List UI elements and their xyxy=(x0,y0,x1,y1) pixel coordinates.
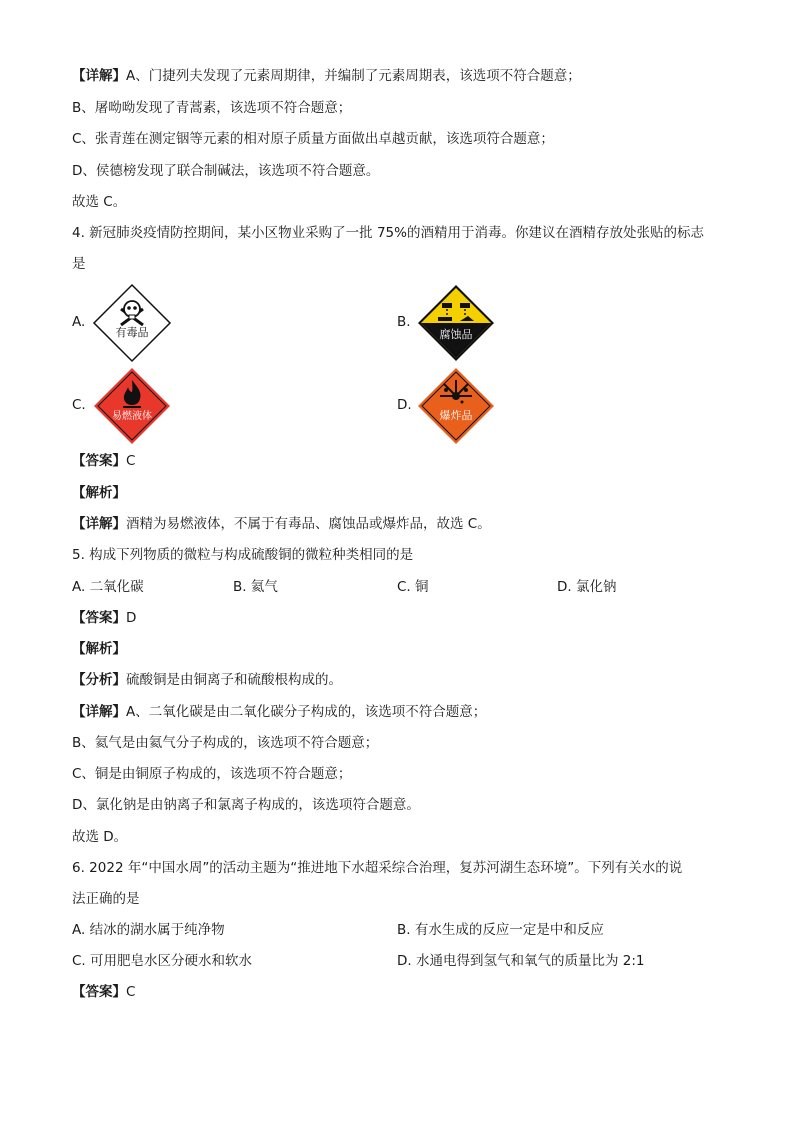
detail-tag: 【详解】 xyxy=(72,704,126,720)
q6-option-a: A. 结冰的湖水属于纯净物 xyxy=(72,922,225,938)
detail-text: A、二氧化碳是由二氧化碳分子构成的，该选项不符合题意； xyxy=(126,704,487,720)
q5-conclusion: 故选 D。 xyxy=(72,829,128,845)
q3-conclusion: 故选 C。 xyxy=(72,194,127,210)
q5-answer xyxy=(72,608,136,628)
answer-tag: 【答案】 xyxy=(72,984,126,1000)
q5-analysis-tag: 【解析】 xyxy=(72,641,126,657)
q6-stem-line1: 6. 2022 年“中国水周”的活动主题为“推进地下水超采综合治理，复苏河湖生态环境”。下列有关水的说 xyxy=(72,860,683,876)
answer-tag: 【答案】 xyxy=(72,610,126,626)
q4-detail xyxy=(72,514,491,534)
answer-tag: 【答案】 xyxy=(72,453,126,469)
sign-label: 易燃液体 xyxy=(112,411,152,422)
q5-detail-b: B、氦气是由氦气分子构成的，该选项不符合题意； xyxy=(72,735,379,751)
q4-option-c-letter: C. xyxy=(72,397,86,413)
q5-option-d: D. 氯化钠 xyxy=(557,579,617,595)
q5-stem: 5. 构成下列物质的微粒与构成硫酸铜的微粒种类相同的是 xyxy=(72,547,414,563)
q5-detail-d: D、氯化钠是由钠离子和氯离子构成的，该选项符合题意。 xyxy=(72,797,420,813)
q3-detail-d: D、侯德榜发现了联合制碱法，该选项不符合题意。 xyxy=(72,163,380,179)
q5-detail-c: C、铜是由铜原子构成的，该选项不符合题意； xyxy=(72,766,352,782)
q5-option-b: B. 氦气 xyxy=(233,579,278,595)
q5-option-a: A. 二氧化碳 xyxy=(72,579,144,595)
answer-text: C xyxy=(126,453,136,469)
q4-answer xyxy=(72,451,135,471)
sign-label: 爆炸品 xyxy=(439,409,473,422)
q5-detail-a xyxy=(72,702,486,722)
analysis-tag: 【分析】 xyxy=(72,672,126,688)
detail-tag: 【详解】 xyxy=(72,516,126,532)
q4-option-b-letter: B. xyxy=(397,314,411,330)
answer-text: C xyxy=(126,984,136,1000)
q4-option-a-letter: A. xyxy=(72,314,86,330)
q4-option-d-letter: D. xyxy=(397,397,412,413)
q3-detail-a xyxy=(72,66,581,86)
q6-option-d: D. 水通电得到氢气和氧气的质量比为 2:1 xyxy=(397,953,645,969)
q5-option-c: C. 铜 xyxy=(397,579,429,595)
q3-detail-b: B、屠呦呦发现了青蒿素，该选项不符合题意； xyxy=(72,100,352,116)
q6-option-b: B. 有水生成的反应一定是中和反应 xyxy=(397,922,604,938)
toxic-sign xyxy=(92,283,172,363)
answer-text: D xyxy=(126,610,137,626)
detail-text: A、门捷列夫发现了元素周期律，并编制了元素周期表，该选项不符合题意； xyxy=(126,68,581,84)
q4-stem-line1: 4. 新冠肺炎疫情防控期间，某小区物业采购了一批 75%的酒精用于消毒。你建议在酒精存放处张贴的标志 xyxy=(72,225,704,241)
sign-label: 有毒品 xyxy=(115,326,149,339)
analysis-text: 硫酸铜是由铜离子和硫酸根构成的。 xyxy=(126,672,342,688)
q6-stem-line2: 法正确的是 xyxy=(72,891,140,907)
corrosive-sign xyxy=(416,283,496,363)
flammable-liquid-sign xyxy=(92,366,172,446)
q5-analysis xyxy=(72,670,342,690)
explosives-sign xyxy=(416,366,496,446)
sign-label: 腐蚀品 xyxy=(439,328,473,341)
detail-text: 酒精为易燃液体，不属于有毒品、腐蚀品或爆炸品，故选 C。 xyxy=(126,516,491,532)
q3-detail-c: C、张青莲在测定铟等元素的相对原子质量方面做出卓越贡献，该选项符合题意； xyxy=(72,131,554,147)
q6-option-c: C. 可用肥皂水区分硬水和软水 xyxy=(72,953,253,969)
q4-stem-line2: 是 xyxy=(72,256,86,272)
q6-answer xyxy=(72,982,135,1002)
detail-tag: 【详解】 xyxy=(72,68,126,84)
q4-analysis-tag: 【解析】 xyxy=(72,485,126,501)
